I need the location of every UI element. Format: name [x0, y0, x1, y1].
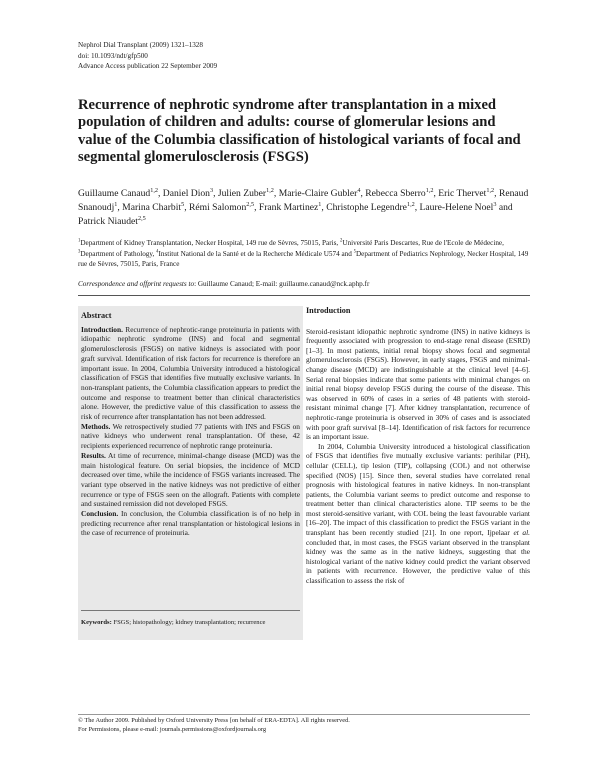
divider	[78, 295, 530, 296]
keywords: Keywords: FSGS; histopathology; kidney transplantation; recurrence	[81, 619, 266, 626]
abstract-results: Results. At time of recurrence, minimal-change disease (MCD) was the main histological feature. On serial biopsies, the incidence of MCD decreased over time, while the incidence of FSGS variants increased. The variant type observed in the native kidneys was not predictive of either recurrence or type of FSGS seen on the allograft. Patients with complete and sustained remission did not developed FSGS.	[81, 450, 300, 509]
author: Renaud Snanoudj$^1$,	[78, 188, 529, 214]
abstract-methods: Methods. We retrospectively studied 77 patients with INS and FSGS on native kidneys who underwent renal transplantation. Of these, 42 recipients experienced recurrence of nephrotic range proteinuria.	[81, 421, 300, 451]
copyright-line: © The Author 2009. Published by Oxford University Press [on behalf of ERA-EDTA]. All rights reserved.	[78, 717, 350, 724]
publication-date: Advance Access publication 22 September 2009	[78, 62, 218, 71]
author: Christophe Legendre$^{1,2}$,	[326, 201, 420, 214]
author-list	[78, 187, 530, 230]
keywords-divider	[81, 610, 300, 611]
author: Guillaume Canaud$^{1,2}$,	[78, 186, 163, 199]
journal-citation: Nephrol Dial Transplant (2009) 1321–1328	[78, 41, 203, 49]
journal-header	[78, 40, 217, 72]
abstract-text	[81, 311, 300, 538]
author: Frank Martinez$^1$,	[258, 201, 327, 214]
introduction-section	[306, 306, 530, 586]
introduction-paragraph-1: Steroid-resistant idiopathic nephrotic syndrome (INS) in native kidneys is frequently associated with progression to end-stage renal disease (ESRD) [1–3]. In most patients, initial renal biopsy shows focal and segmental glomerulosclerosis (FSGS). However, in early stages, FSGS and minimal-change disease (MCD) are indistinguishable at the clinical level [4–6]. Serial renal biopsies indicate that some patients with minimal changes on initial renal biopsy develop FSGS during the course of the disease. This was observed in 60% of cases in a series of 48 patients with steroid-resistant minimal change [7]. After kidney transplantation, recurrence of nephrotic-range proteinuria is observed in 30% of cases and is associated with poor graft survival [8–14]. Identification of risk factors for recurrence is an important issue.	[306, 326, 530, 442]
author: Patrick Niaudet$^{2,5}$	[78, 215, 146, 228]
abstract-box	[78, 306, 303, 640]
abstract-introduction: Introduction. Recurrence of nephrotic-range proteinuria in patients with idiopathic nephrotic syndrome (INS) and focal and segmental glomerulosclerosis (FSGS) on native kidneys is associated with poor graft survival. Identification of risk factors for recurrence is therefore an important issue. In 2004, Columbia University introduced a histological classification of FSGS that identifies five mutually exclusive variants. In non-transplant patients, the Columbia classification appears to predict the outcome and response to treatment better than clinical characteristics alone. However, the predictive value of this classification to assess the risk of recurrence after transplantation has not been addressed.	[81, 324, 300, 422]
author: Eric Thervet$^{1,2}$,	[438, 186, 499, 199]
copyright-footer	[78, 717, 530, 734]
permissions-line: For Permissions, please e-mail: journals.permissions@oxfordjournals.org	[78, 725, 267, 733]
author: Rémi Salomon$^{2,5}$,	[188, 201, 259, 214]
correspondence: Correspondence and offprint requests to: Guillaume Canaud; E-mail: guillaume.canaud@nck.aphp.fr	[78, 280, 370, 288]
footer-divider	[78, 714, 530, 715]
abstract-conclusion: Conclusion. In conclusion, the Columbia classification is of no help in predicting recurrence after renal transplantation or histological lesions in the case of recurrence of proteinuria.	[81, 509, 300, 538]
author: Julien Zuber$^{1,2}$,	[217, 186, 279, 199]
author: Marina Charbit$^5$,	[122, 201, 189, 214]
author: Marie-Claire Gubler$^4$,	[278, 186, 366, 199]
abstract-heading: Abstract	[81, 311, 112, 320]
introduction-paragraph-2: In 2004, Columbia University introduced a histological classification of FSGS that identifies five mutually exclusive variants: perihilar (PH), cellular (CELL), tip lesion (TIP), collapsing (COL) and not otherwise specified (NOS) [15]. Since then, several studies have correlated renal prognosis with histological features in native kidneys. In non-transplant patients, the Columbia variant seems to predict outcome and response to treatment better than clinical characteristics alone. TIP seems to be the most steroid-sensitive variant, with COL being the least favourable variant [16–20]. The impact of this classification to predict the FSGS variant in the transplant has been recently studied [21]. In one report, Ijpelaar et al. concluded that, in most cases, the FSGS variant observed in the transplant kidney was the same as in the native kidneys, suggesting that the histological variant of the native kidney could predict the variant observed in patients with recurrence. However, the predictive value of this classification to assess the risk of	[306, 441, 530, 586]
author: Rebecca Sberro$^{1,2}$,	[365, 186, 439, 199]
doi: doi: 10.1093/ndt/gfp500	[78, 51, 148, 60]
author: Laure-Helene Noel$^3$ and	[419, 201, 513, 214]
author: Daniel Dion$^3$,	[162, 186, 218, 199]
introduction-heading: Introduction	[306, 306, 351, 315]
affiliations: $^1$Department of Kidney Transplantation, Necker Hospital, 149 rue de Sèvres, 75015, Paris, $^2$Université Paris Descartes, Rue de l'Ecole de Médecine, $^3$Department of Pathology, $^4$Institut National de la Santé et de la Recherche Médicale U574 and $^5$Department of Pediatrics Nephrology, Necker Hospital, 149 rue de Sèvres, 75015, Paris, France	[78, 238, 529, 269]
article-title: Recurrence of nephrotic syndrome after transplantation in a mixed population of children and adults: course of glomerular lesions and value of the Columbia classification of histological variants of focal and segmental glomerulosclerosis (FSGS)	[78, 97, 521, 166]
